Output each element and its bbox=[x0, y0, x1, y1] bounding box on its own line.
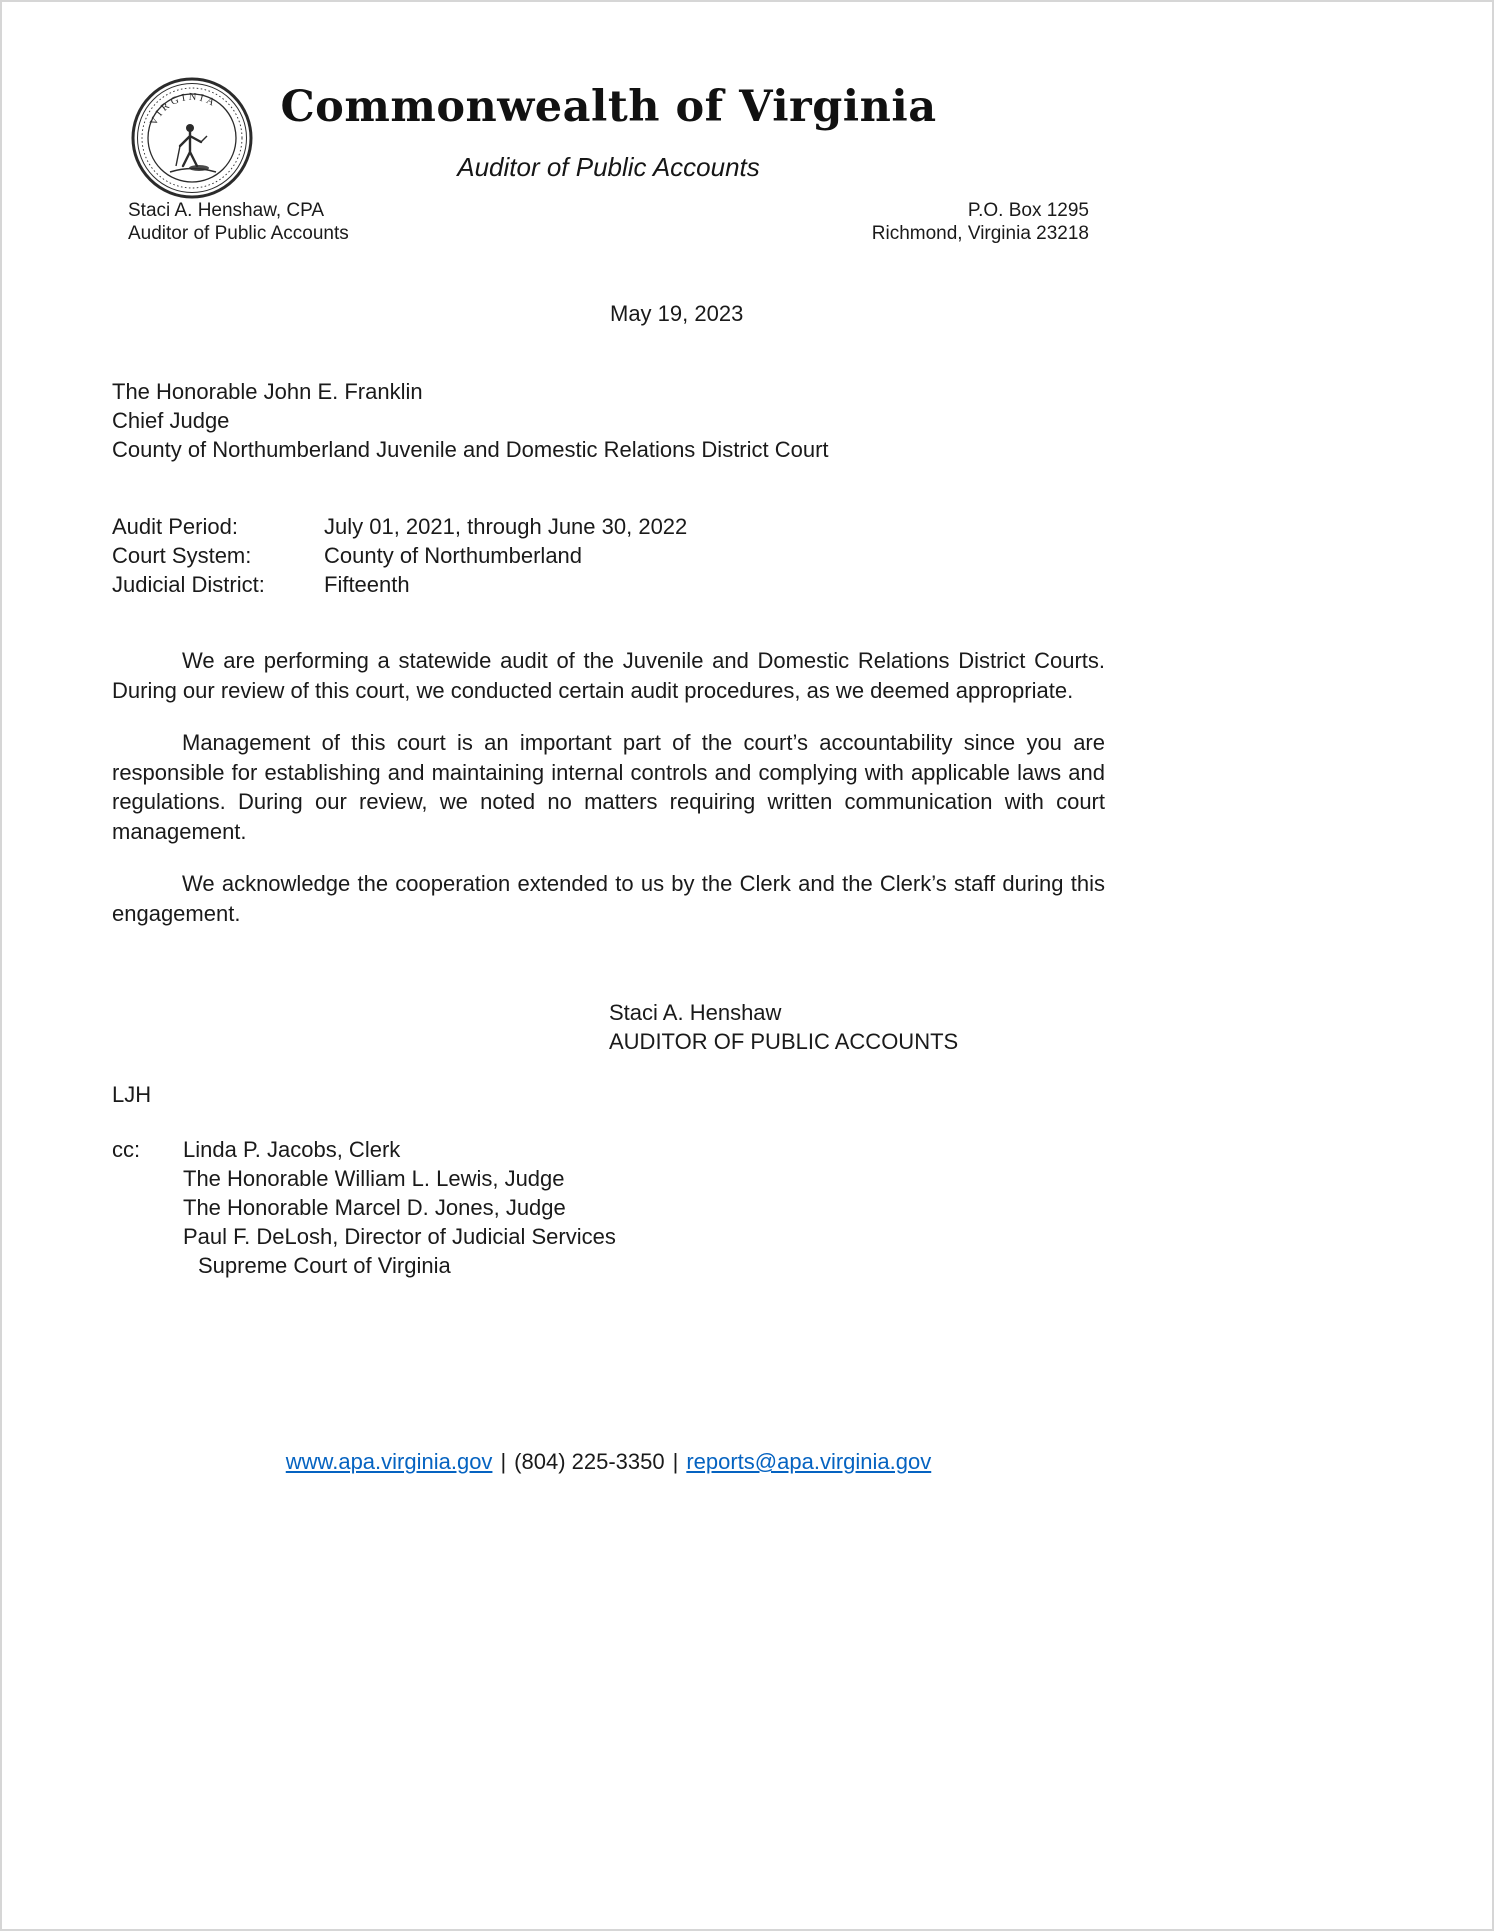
city-state-zip: Richmond, Virginia 23218 bbox=[871, 223, 1089, 244]
audit-info-value: County of Northumberland bbox=[324, 543, 583, 568]
audit-info-value: July 01, 2021, through June 30, 2022 bbox=[324, 514, 688, 539]
audit-info-row bbox=[112, 541, 1105, 570]
audit-info-row bbox=[112, 512, 1105, 541]
signature-block bbox=[112, 998, 1105, 1056]
letterhead bbox=[112, 2, 1105, 245]
footer-separator: | bbox=[500, 1449, 507, 1474]
cc-name: Paul F. DeLosh, Director of Judicial Services bbox=[183, 1224, 616, 1249]
letter-body bbox=[112, 646, 1105, 928]
letterhead-info-row bbox=[112, 199, 1105, 245]
recipient-line: The Honorable John E. Franklin bbox=[112, 379, 423, 404]
audit-info-block bbox=[112, 512, 1105, 599]
recipient-line: County of Northumberland Juvenile and Domestic Relations District Court bbox=[112, 437, 829, 462]
footer-phone: (804) 225-3350 bbox=[514, 1449, 665, 1474]
recipient-block bbox=[112, 377, 1105, 464]
cc-name: The Honorable William L. Lewis, Judge bbox=[183, 1166, 565, 1191]
letterhead-title: Commonwealth of Virginia bbox=[280, 82, 937, 132]
body-paragraph: We acknowledge the cooperation extended to us by the Clerk and the Clerk’s staff during this engagement. bbox=[112, 871, 1105, 926]
footer-separator: | bbox=[672, 1449, 679, 1474]
virginia-seal-icon bbox=[130, 76, 254, 200]
email-link[interactable]: reports@apa.virginia.gov bbox=[686, 1449, 932, 1474]
office-address-block bbox=[872, 199, 1089, 245]
cc-name: Linda P. Jacobs, Clerk bbox=[183, 1137, 401, 1162]
cc-label: cc: bbox=[112, 1137, 141, 1162]
footer-contact bbox=[112, 1449, 1105, 1475]
audit-info-label: Court System: bbox=[112, 543, 252, 568]
body-paragraph: We are performing a statewide audit of the Juvenile and Domestic Relations District Courts. During our review of this court, we conducted certain audit procedures, as we deemed appropriate. bbox=[112, 648, 1105, 703]
audit-info-label: Audit Period: bbox=[112, 514, 238, 539]
letter-date: May 19, 2023 bbox=[610, 301, 744, 326]
auditor-name-block bbox=[128, 199, 349, 245]
cc-list bbox=[183, 1135, 616, 1280]
cc-name: Supreme Court of Virginia bbox=[198, 1253, 451, 1278]
auditor-name: Staci A. Henshaw, CPA bbox=[128, 200, 325, 221]
letterhead-subtitle: Auditor of Public Accounts bbox=[457, 152, 760, 182]
cc-name: The Honorable Marcel D. Jones, Judge bbox=[183, 1195, 566, 1220]
cc-block bbox=[112, 1135, 1105, 1280]
svg-text:VIRGINIA: VIRGINIA bbox=[148, 91, 219, 128]
website-link[interactable]: www.apa.virginia.gov bbox=[285, 1449, 493, 1474]
po-box: P.O. Box 1295 bbox=[967, 200, 1089, 221]
audit-info-value: Fifteenth bbox=[324, 572, 410, 597]
body-paragraph: Management of this court is an important part of the court’s accountability since you are responsible for establishing and maintaining internal controls and complying with applicable laws and regulations. During our review, we noted no matters requiring written communication with court management. bbox=[112, 730, 1105, 844]
typist-initials: LJH bbox=[112, 1082, 152, 1107]
signature-title: AUDITOR OF PUBLIC ACCOUNTS bbox=[609, 1029, 959, 1054]
auditor-title: Auditor of Public Accounts bbox=[128, 223, 349, 244]
letter-content bbox=[112, 2, 1105, 1280]
recipient-line: Chief Judge bbox=[112, 408, 230, 433]
audit-info-label: Judicial District: bbox=[112, 572, 265, 597]
audit-info-row bbox=[112, 570, 1105, 599]
signature-name: Staci A. Henshaw bbox=[609, 1000, 782, 1025]
